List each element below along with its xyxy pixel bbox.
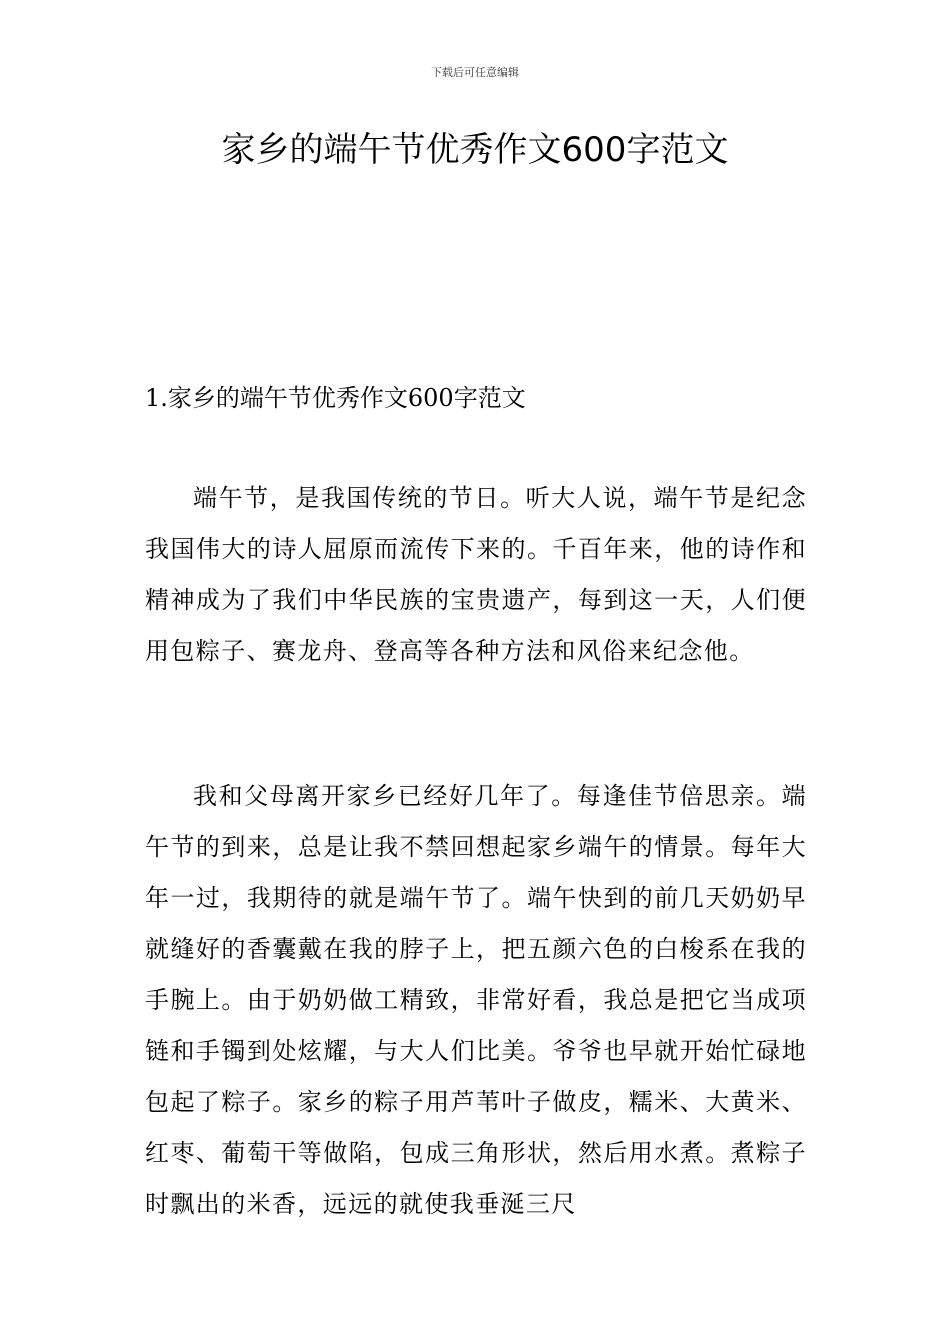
section-heading: 1.家乡的端午节优秀作文600字范文 xyxy=(145,384,526,412)
body-paragraph: 我和父母离开家乡已经好几年了。每逢佳节倍思亲。端午节的到来，总是让我不禁回想起家乡端午的情景。每年大年一过，我期待的就是端午节了。端午快到的前几天奶奶早就缝好的香囊戴在我的脖子上，把五颜六色的白梭系在我的手腕上。由于奶奶做工精致，非常好看，我总是把它当成项链和手镯到处炫耀，与大人们比美。爷爷也早就开始忙碌地包起了粽子。家乡的粽子用芦苇叶子做皮，糯米、大黄米、红枣、葡萄干等做陷，包成三角形状，然后用水煮。煮粽子时飘出的米香，远远的就使我垂涎三尺 xyxy=(145,782,807,1218)
body-paragraph: 端午节，是我国传统的节日。听大人说，端午节是纪念我国伟大的诗人屈原而流传下来的。千百年来，他的诗作和精神成为了我们中华民族的宝贵遗产，每到这一天，人们便用包粽子、赛龙舟、登高等各种方法和风俗来纪念他。 xyxy=(145,484,807,665)
header-note: 下载后可任意编辑 xyxy=(431,66,519,79)
document-title: 家乡的端午节优秀作文600字范文 xyxy=(221,130,729,170)
